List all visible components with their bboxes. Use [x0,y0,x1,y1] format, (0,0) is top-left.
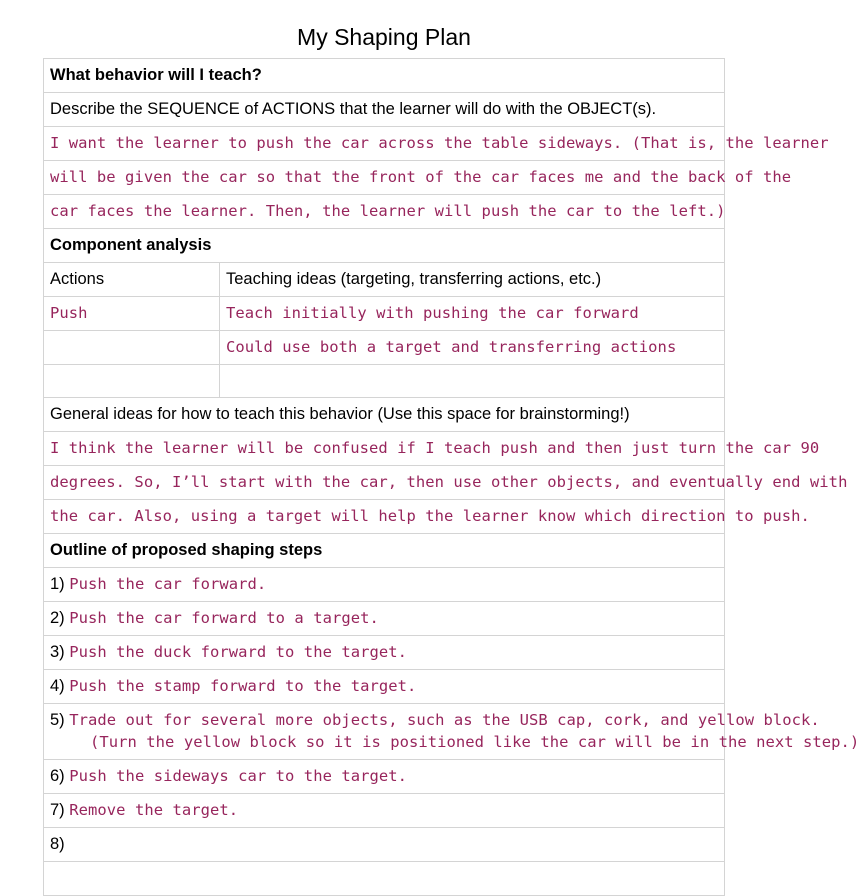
behavior-prompt: Describe the SEQUENCE of ACTIONS that the learner will do with the OBJECT(s). [50,100,657,118]
step-row[interactable] [43,862,725,895]
step-number: 7) [50,801,65,820]
behavior-line-row[interactable] [43,161,792,195]
general-prompt-row [43,398,725,432]
behavior-prompt-row [43,93,725,127]
step-number: 5) [50,711,65,730]
step-text[interactable]: Push the stamp forward to the target. [69,677,417,696]
component-row[interactable] [43,331,725,365]
idea-cell[interactable]: Could use both a target and transferring actions [226,338,677,356]
step-number: 1) [50,575,65,594]
behavior-line-row[interactable] [43,195,725,229]
step-number: 3) [50,643,65,662]
component-heading-row [43,229,725,263]
step-row[interactable] [43,828,725,862]
actions-column-header: Actions [44,263,220,296]
page-title: My Shaping Plan [297,24,471,50]
component-row[interactable] [43,365,725,398]
general-line-row[interactable] [43,466,848,500]
general-line-row[interactable] [43,432,820,466]
behavior-line-2[interactable]: will be given the car so that the front of the car faces me and the back of the [50,168,792,186]
step-text[interactable]: Push the sideways car to the target. [69,767,408,786]
step-text-continued[interactable]: (Turn the yellow block so it is positioned like the car will be in the next step.) [90,733,859,752]
teaching-ideas-column-header: Teaching ideas (targeting, transferring actions, etc.) [226,270,602,288]
general-line-1[interactable]: I think the learner will be confused if I teach push and then just turn the car 90 [50,439,820,458]
step-7[interactable] [44,794,724,827]
step-text[interactable]: Remove the target. [69,801,239,820]
step-3[interactable] [44,636,724,669]
behavior-heading: What behavior will I teach? [50,66,262,84]
outline-heading-row [43,534,725,568]
outline-heading: Outline of proposed shaping steps [50,541,323,560]
step-2[interactable] [44,602,724,635]
action-cell[interactable] [44,331,220,364]
step-number: 6) [50,767,65,786]
step-5[interactable] [44,704,859,759]
step-number: 4) [50,677,65,696]
step-row[interactable] [43,704,859,760]
general-line-2[interactable]: degrees. So, I’ll start with the car, then use other objects, and eventually end with [50,473,848,492]
behavior-line-1[interactable]: I want the learner to push the car across the table sideways. (That is, the learner [50,134,829,152]
behavior-heading-row [43,58,725,93]
general-line-row[interactable] [43,500,810,534]
step-text[interactable]: Trade out for several more objects, such as the USB cap, cork, and yellow block. [69,711,820,730]
behavior-line-3[interactable]: car faces the learner. Then, the learner will push the car to the left.) [50,202,726,220]
general-prompt: General ideas for how to teach this behavior (Use this space for brainstorming!) [50,405,630,424]
step-text[interactable]: Push the car forward. [69,575,267,594]
step-row[interactable] [43,568,725,602]
component-heading: Component analysis [50,236,212,254]
step-6[interactable] [44,760,724,793]
step-number: 2) [50,609,65,628]
idea-cell[interactable] [220,365,724,397]
component-row[interactable] [43,297,725,331]
behavior-line-row[interactable] [43,127,829,161]
step-8[interactable] [44,828,724,861]
step-text[interactable]: Push the car forward to a target. [69,609,379,628]
step-row[interactable] [43,794,725,828]
component-header-row [43,263,725,297]
general-line-3[interactable]: the car. Also, using a target will help the learner know which direction to push. [50,507,810,526]
step-4[interactable] [44,670,724,703]
idea-cell[interactable]: Teach initially with pushing the car forward [226,304,639,322]
step-row[interactable] [43,760,725,794]
step-row[interactable] [43,670,725,704]
step-1[interactable] [44,568,724,601]
action-cell[interactable] [44,365,220,397]
step-row[interactable] [43,636,725,670]
shaping-plan-table [43,58,859,896]
step-row[interactable] [43,602,725,636]
step-text[interactable]: Push the duck forward to the target. [69,643,408,662]
step-number: 8) [50,835,65,854]
action-cell[interactable]: Push [44,297,220,330]
